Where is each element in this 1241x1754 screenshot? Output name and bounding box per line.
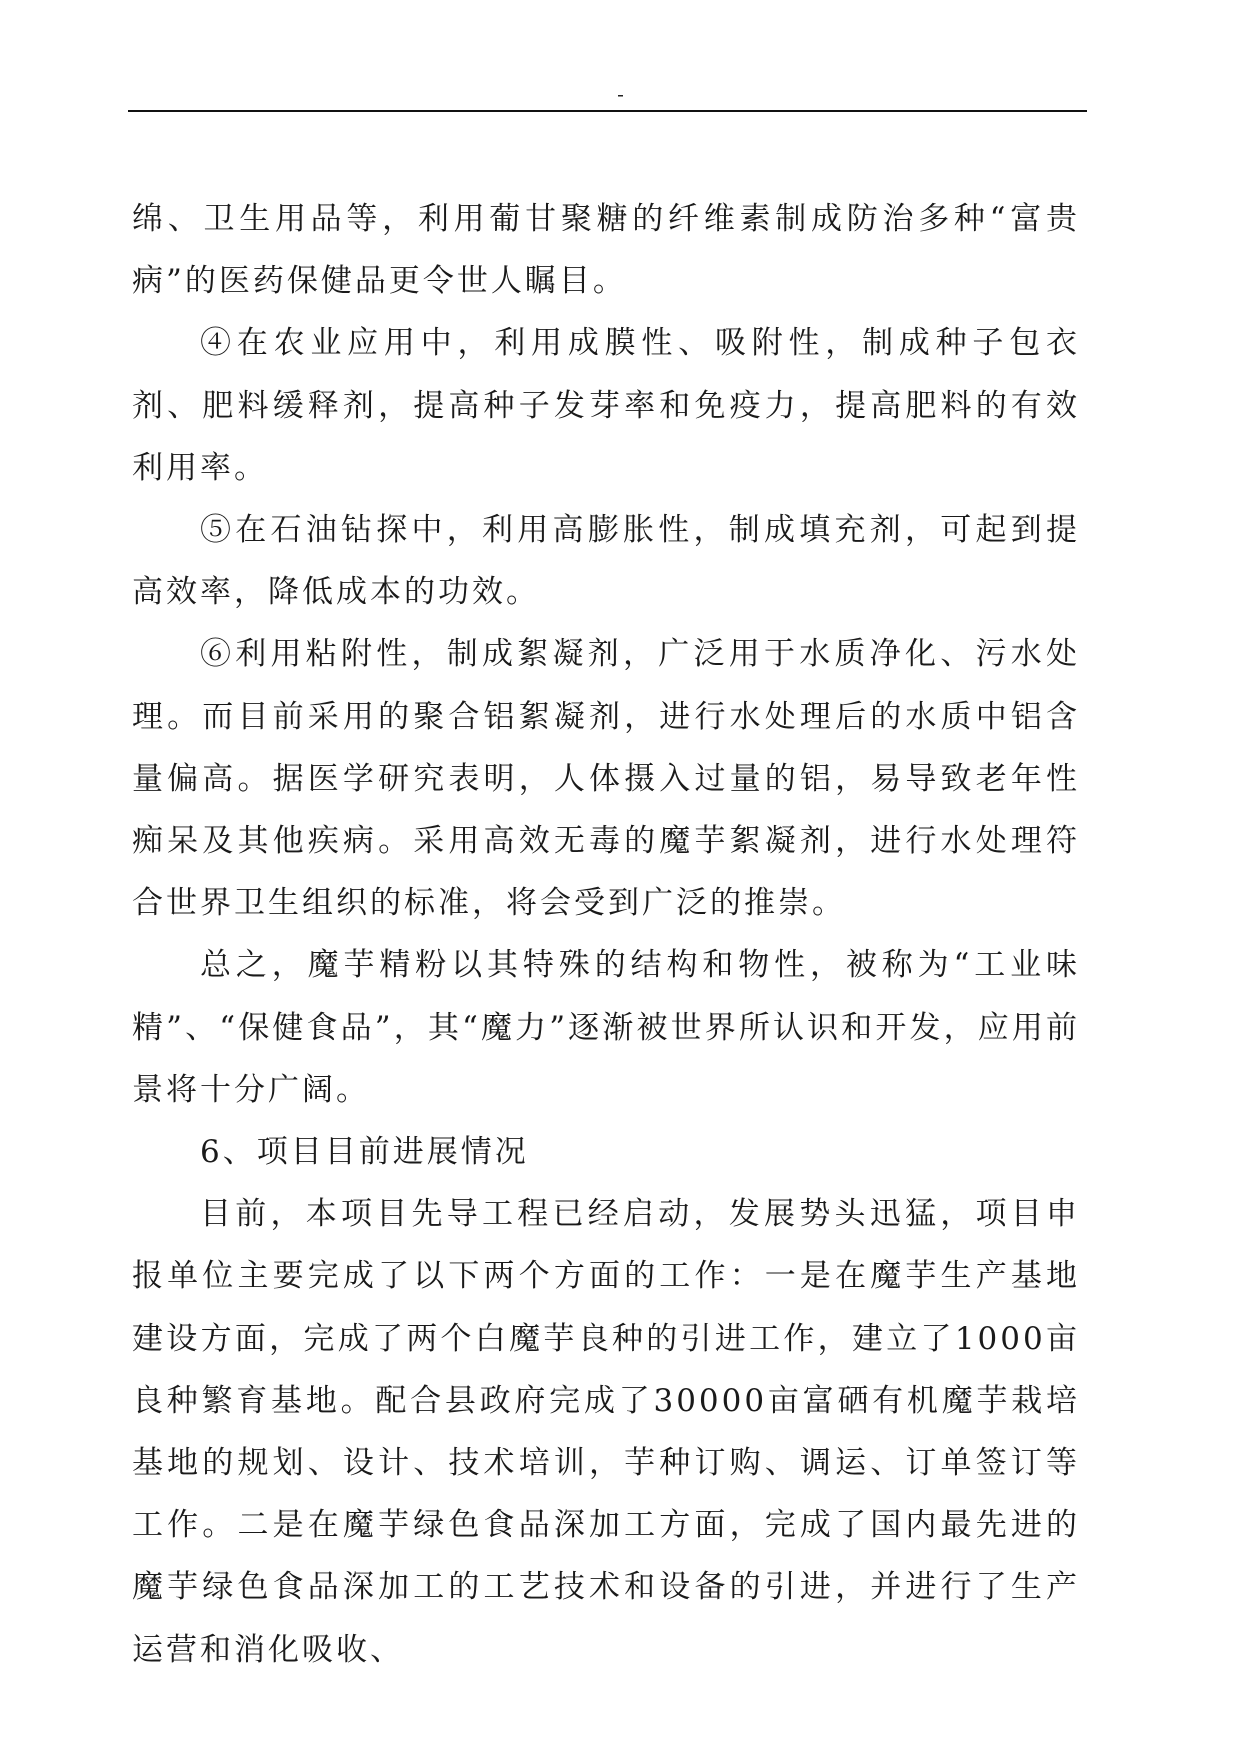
paragraph-5: 总之，魔芋精粉以其特殊的结构和物性，被称为“工业味精”、“保健食品”，其“魔力”逐渐被世界所认识和开发，应用前景将十分广阔。 [132, 947, 1080, 1108]
page-header-mark: - [617, 82, 624, 106]
paragraph-2: ④在农业应用中，利用成膜性、吸附性，制成种子包衣剂、肥料缓释剂，提高种子发芽率和免疫力，提高肥料的有效利用率。 [132, 325, 1080, 486]
paragraph-4: ⑥利用粘附性，制成絮凝剂，广泛用于水质净化、污水处理。而目前采用的聚合铝絮凝剂，进行水处理后的水质中铝含量偏高。据医学研究表明，人体摄入过量的铝，易导致老年性痴呆及其他疾病。采用高效无毒的魔芋絮凝剂，进行水处理符合世界卫生组织的标准，将会受到广泛的推崇。 [132, 636, 1080, 922]
section-heading: 6、项目目前进展情况 [200, 1134, 529, 1171]
paragraph-6: 目前，本项目先导工程已经启动，发展势头迅猛，项目申报单位主要完成了以下两个方面的工作：一是在魔芋生产基地建设方面，完成了两个白魔芋良种的引进工作，建立了1000亩良种繁育基地。配合县政府完成了30000亩富硒有机魔芋栽培基地的规划、设计、技术培训，芋种订购、调运、订单签订等工作。二是在魔芋绿色食品深加工方面，完成了国内最先进的魔芋绿色食品深加工的工艺技术和设备的引进，并进行了生产运营和消化吸收、 [132, 1196, 1080, 1668]
paragraph-3: ⑤在石油钻探中，利用高膨胀性，制成填充剂，可起到提高效率，降低成本的功效。 [132, 512, 1080, 611]
header-rule [128, 110, 1087, 112]
paragraph-1: 绵、卫生用品等，利用葡甘聚糖的纤维素制成防治多种“富贵病”的医药保健品更令世人瞩目。 [132, 201, 1080, 300]
document-body [132, 188, 1080, 1681]
